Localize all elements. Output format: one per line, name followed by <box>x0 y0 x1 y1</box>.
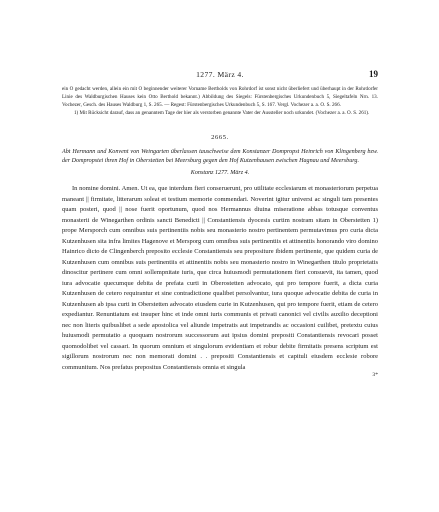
running-head: 1277. März 4. <box>196 70 244 79</box>
document-number: 2665. <box>211 133 229 141</box>
page-number: 19 <box>369 69 378 79</box>
document-text: In nomine domini. Amen. Ut ea, que interdum fieri conseruerunt, pro utilitate ecclesiarum et monasteriorum perpetua maneant || firmitate, litterarum soleat et testium memorie commendari. Noverint igitur universi ac singuli tam presentes quam posteri, quod || nose fuerit oportunum, quod nos Hermannus diuina miseratione abbas totusque conventus monasterii de Winegarthen ordinis sancti Benedicti || Constantiensis dyocesis curtim nostram sitam in Oberstetten 1) prope Mersporch cum omnibus suis pertinentiis nobis seu monasterio nostro pertinentem permutavimus pro curia dicta Kutzenhusen sita infra limites Hagenove et Mersporg cum omnibus suis pertinentiis et attinentiis honorando viro domino Hainrico dicto de Clingenberch preposito ecclesie Constantiensis seu prepositure ibidem pertinente, que quidem curia de Kutzenhusen cum omnibus suis pertinentiis et attinentiis nobis seu monasterio nostro in Winegarthen titulo proprietatis dinoscitur pertinere cum omni sollempnitate iuris, que circa huiusmodi permutationem fieri consuevit, ita tamen, quod iura advocatie quecumque debita de prefata curti in Oberostetten advocato, qui pro tempore fuerit, a dicta curia Kutzenhusen de cetero requirantur et sine contradictione qualibet persolvantur, iura quoque advocatie debita de curia in Kutzenhusen ab ipsa curti in Oberstetten advocato eiusdem curie in Kutzenhusen, qui pro tempore fuerit, etiam de cetero expediantur. Renuntiatum est insuper hinc et inde omni iuris communis et privati canonici vel civilis auxilio deceptioni nec non literis quibuslibet a sede apostolica vel aliunde impetratis aut impetrandis ac occasioni cuilibet, pretextu cuius huiusmodi permutatio a quoquam nostrorum successorum aut ipsius domini prepositi Constantiensis revocari posset quomodolibet vel cassari. In quorum omnium et singulorum evidentiam et robur debite firmitatis presens scriptum est sigillorum nostrorum nec non memorati domini . . prepositi Constantiensis et capituli eiusdem ecclesie robore communitum. Nos prefatus prepositus Constantiensis omnia et singula <box>62 185 378 371</box>
document-regest: Abt Hermann und Konvent von Weingarten überlassen tauschweise dem Konstanzer Dompropst Heinrich von Klingenberg bzw. der Dompropstei ihren Hof in Oberstetten bei Meersburg gegen den Hof Kutzenhausen zwischen Hagnau und Meersburg. <box>62 148 378 164</box>
previous-document-continuation: ein O gedacht werden, allein ein mit O beginnender weiterer Vorname Bertholds von Rohrdorf ist sonst nicht überliefert und überhaupt in der Rohrdorfer Linie des Waldburgischen Hauses kein Otto Berthold bekannt.) Abbildung des Siegels: Fürstenbergisches Urkundenbuch 5, Siegeltafeln Nrn. 13. Vochezer, Gesch. des Hauses Waldburg 1, S. 265. — Regest: Fürstenbergisches Urkundenbuch 5, S. 167. Vergl. Vochezer a. a. O. S. 266. <box>62 86 378 108</box>
notes-block <box>62 86 378 118</box>
signature-mark: 3* <box>372 372 378 379</box>
document-dateline: Konstanz 1277. März 4. <box>190 170 250 177</box>
page-content <box>62 70 378 379</box>
footnote: 1) Mit Rücksicht darauf, dass an genanntem Tage der hier als verstorben genannte Vater der Aussteller noch urkundet. (Vochezer a. a. O. S. 261). <box>74 109 370 116</box>
running-header <box>62 70 378 84</box>
document-body <box>62 184 378 373</box>
